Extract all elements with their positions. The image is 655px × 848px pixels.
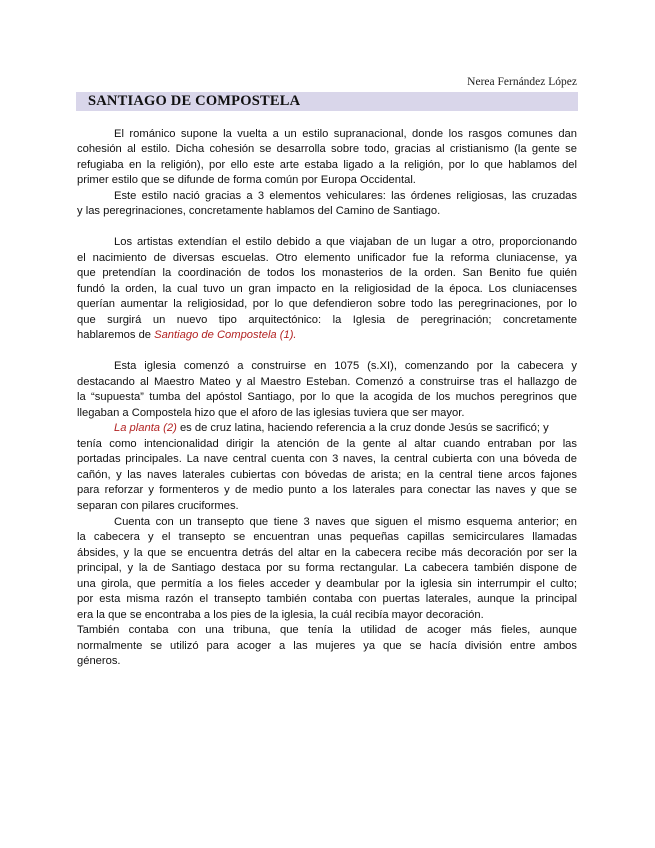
- text-line: El románico supone la vuelta a un estilo supranacional, donde los rasgos comunes dan: [114, 128, 577, 140]
- text-line: una girola, que permitía a los fieles acceder y deambular por la iglesia sin interrumpir el culto;: [77, 578, 577, 590]
- title-band: [76, 92, 578, 111]
- text-line: destacando al Maestro Mateo y al Maestro Esteban. Comenzó a construirse tras el hallazgo de: [77, 376, 577, 388]
- text-line: cañón, y las naves laterales cubiertas con bóvedas de arista; en la central tiene arcos fajones: [77, 469, 577, 481]
- text-fragment: es de cruz latina, haciendo referencia a la cruz donde Jesús se sacrificó; y: [179, 422, 549, 434]
- reference-link-planta[interactable]: La planta (2): [114, 422, 177, 434]
- text-line: [114, 421, 577, 436]
- text-line: géneros.: [77, 655, 121, 667]
- text-fragment: hablaremos de: [77, 329, 152, 341]
- text-line: que surgirá un nuevo tipo arquitectónico: la Iglesia de peregrinación; concretamente: [77, 314, 577, 326]
- text-line: fundó la orden, la cual tuvo un gran impacto en la religiosidad de la época. Los cluniacenses: [77, 283, 577, 295]
- text-line: y las peregrinaciones, concretamente hablamos del Camino de Santiago.: [77, 205, 441, 217]
- text-line: portadas principales. La nave central cuenta con 3 naves, la central cubierta con una bóveda de: [77, 453, 577, 465]
- page-title: SANTIAGO DE COMPOSTELA: [88, 93, 301, 109]
- text-line: Este estilo nació gracias a 3 elementos vehiculares: las órdenes religiosas, las cruzadas: [114, 190, 577, 202]
- text-line: ábsides, y la que se encuentra detrás del altar en la cabecera recibe más decoración por ser la: [77, 547, 577, 559]
- text-line: por esta misma razón el transepto también contaba con puertas laterales, aunque la principal: [77, 593, 577, 605]
- text-line: tenía como intencionalidad dirigir la atención de la gente al altar cuando entraban por las: [77, 438, 577, 450]
- text-line: que pretendían la coordinación de todos los monasterios de la orden. San Benito fue quién: [77, 267, 577, 279]
- text-line: era la que se encontraba a los pies de la iglesia, la cuál recibía mayor decoración.: [77, 609, 484, 621]
- text-line: para reforzar y formenteros y de medio punto a los laterales para conectar las naves y que se: [77, 484, 577, 496]
- text-line: el nacimiento de diversas escuelas. Otro elemento unificador fue la reforma cluniacense, ya: [77, 252, 577, 264]
- text-line: Los artistas extendían el estilo debido a que viajaban de un lugar a otro, proporcionando: [114, 236, 577, 248]
- author-name: Nerea Fernández López: [467, 76, 577, 88]
- text-line: la “supuesta” tumba del apóstol Santiago, por lo que la acogida de los muchos peregrinos que: [77, 391, 577, 403]
- text-line: Cuenta con un transepto que tiene 3 naves que siguen el mismo esquema anterior; en: [114, 516, 577, 528]
- text-line: separan con pilares cruciformes.: [77, 500, 239, 512]
- text-line: principal, y la de Santiago destaca por su forma rectangular. La cabecera también dispone de: [77, 562, 577, 574]
- text-line: refugiaba en la religión), por ello este arte estaba ligado a la religión, por lo que hablamos del: [77, 159, 577, 171]
- text-line: querían aumentar la religiosidad, por lo que defendieron sobre todo las peregrinaciones, por lo: [77, 298, 577, 310]
- text-line: Esta iglesia comenzó a construirse en 1075 (s.XI), comenzando por la cabecera y: [114, 360, 577, 372]
- text-line: primer estilo que se difunde de forma común por Europa Occidental.: [77, 174, 416, 186]
- text-line: También contaba con una tribuna, que tenía la utilidad de acoger más fieles, aunque: [77, 624, 577, 636]
- text-line: normalmente se utilizó para acoger a las mujeres ya que se hacía división entre ambos: [77, 640, 577, 652]
- reference-link-santiago[interactable]: Santiago de Compostela (1).: [154, 329, 297, 341]
- text-line: llegaban a Compostela hizo que el aforo de las iglesias tuviera que ser mayor.: [77, 407, 465, 419]
- text-line: la cabecera y el transepto se encuentran unas pequeñas capillas semicirculares llamadas: [77, 531, 577, 543]
- text-line: cohesión al estilo. Dicha cohesión se desarrolla sobre todo, gracias al cristianismo (la gente se: [77, 143, 577, 155]
- text-line: [77, 328, 577, 343]
